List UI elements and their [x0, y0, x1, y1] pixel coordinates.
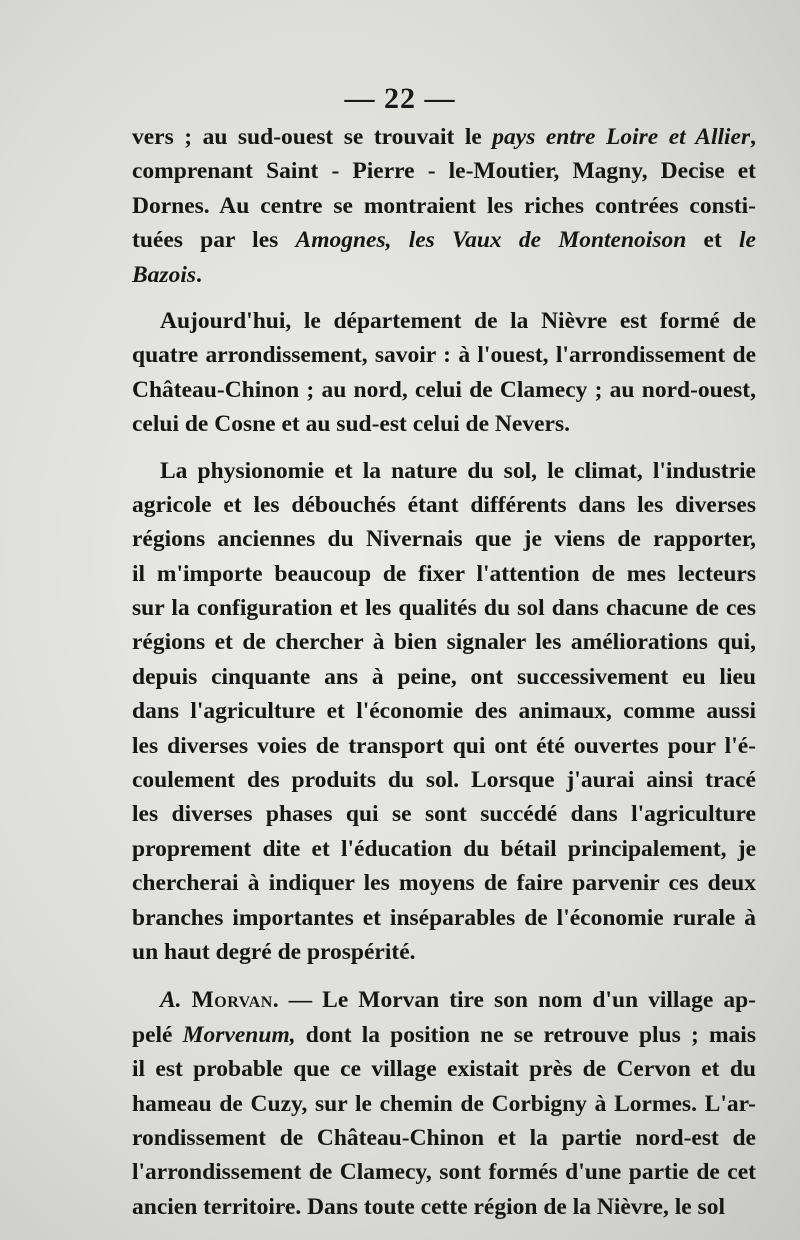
- italic-text: Morvenum,: [182, 1021, 296, 1048]
- small-caps-heading: Morvan: [191, 987, 273, 1014]
- text-line: [132, 935, 756, 969]
- text-line: [132, 763, 756, 797]
- text-run: il m'importe beaucoup de fixer l'attention de mes lecteurs: [132, 560, 756, 587]
- text-line: [132, 522, 756, 556]
- text-line: [132, 557, 756, 591]
- page-body: [132, 120, 756, 1224]
- text-run: dans l'agriculture et l'économie des animaux, comme aussi: [132, 698, 756, 725]
- text-line: [132, 694, 756, 728]
- italic-text: Bazois: [132, 261, 196, 288]
- text-line: [132, 258, 756, 292]
- text-run: régions et de chercher à bien signaler les améliorations qui,: [132, 629, 756, 656]
- text-run: agricole et les débouchés étant différents dans les diverses: [132, 491, 756, 518]
- text-run: régions anciennes du Nivernais que je viens de rapporter,: [132, 526, 756, 553]
- text-run: Dornes. Au centre se montraient les riches contrées consti-: [132, 192, 756, 219]
- text-run: . — Le Morvan tire son nom d'un village ap-: [272, 987, 756, 1014]
- text-line: [132, 1052, 756, 1086]
- text-line: [132, 1190, 756, 1224]
- text-run: Château-Chinon ; au nord, celui de Clamecy ; au nord-ouest,: [132, 376, 756, 403]
- paragraph: [132, 454, 756, 970]
- text-run: tuées par les: [132, 227, 296, 254]
- text-line: [132, 488, 756, 522]
- text-line: [132, 304, 756, 338]
- text-run: et: [686, 227, 740, 254]
- text-line: [132, 189, 756, 223]
- text-run: La physionomie et la nature du sol, le climat, l'industrie: [160, 457, 756, 484]
- text-run: [182, 987, 192, 1013]
- text-line: [132, 832, 756, 866]
- text-line: [132, 591, 756, 625]
- text-run: les diverses voies de transport qui ont été ouvertes pour l'é-: [132, 732, 756, 759]
- text-run: il est probable que ce village existait près de Cervon et du: [132, 1056, 756, 1083]
- text-line: [132, 797, 756, 831]
- text-run: branches importantes et inséparables de l'économie rurale à: [132, 904, 756, 931]
- text-run: quatre arrondissement, savoir : à l'ouest, l'arrondissement de: [132, 342, 756, 369]
- text-run: ,: [750, 124, 756, 150]
- text-run: pelé: [132, 1021, 183, 1048]
- text-run: les diverses phases qui se sont succédé dans l'agriculture: [132, 801, 756, 828]
- text-line: [132, 729, 756, 763]
- italic-text: le: [739, 227, 756, 254]
- text-line: [132, 154, 756, 188]
- text-line: [132, 454, 756, 488]
- page-number: — 22 —: [344, 82, 456, 115]
- text-line: [132, 1155, 756, 1189]
- text-line: [132, 660, 756, 694]
- text-line: [132, 373, 756, 407]
- text-run: Aujourd'hui, le département de la Nièvre est formé de: [160, 307, 756, 334]
- text-run: l'arrondissement de Clamecy, sont formés d'une partie de cet: [132, 1159, 756, 1186]
- text-line: [132, 1087, 756, 1121]
- text-run: celui de Cosne et au sud-est celui de Nevers.: [132, 411, 570, 438]
- text-line: [132, 338, 756, 372]
- text-run: vers ; au sud-ouest se trouvait le: [132, 124, 493, 150]
- italic-text: pays entre Loire et Allier: [492, 124, 751, 150]
- text-run: sur la configuration et les qualités du sol dans chacune de ces: [132, 595, 756, 622]
- text-run: comprenant Saint - Pierre - le-Moutier, Magny, Decise et: [132, 158, 756, 185]
- text-run: chercherai à indiquer les moyens de faire parvenir ces deux: [132, 870, 756, 897]
- text-run: rondissement de Château-Chinon et la partie nord-est de: [132, 1124, 756, 1151]
- text-line: [132, 120, 756, 154]
- text-run: coulement des produits du sol. Lorsque j'aurai ainsi tracé: [132, 767, 756, 794]
- text-run: un haut degré de prospérité.: [132, 938, 416, 965]
- text-run: .: [196, 261, 202, 288]
- text-run: proprement dite et l'éducation du bétail principalement, je: [132, 835, 756, 862]
- text-run: ancien territoire. Dans toute cette région de la Nièvre, le sol: [132, 1193, 725, 1220]
- text-line: [132, 223, 756, 257]
- text-line: [132, 625, 756, 659]
- text-line: [132, 983, 756, 1017]
- text-line: [132, 1121, 756, 1155]
- text-run: depuis cinquante ans à peine, ont successivement eu lieu: [132, 663, 756, 690]
- italic-text: A.: [160, 987, 182, 1014]
- italic-text: Amognes, les Vaux de Montenoison: [295, 227, 687, 254]
- text-run: dont la position ne se retrouve plus ; mais: [295, 1021, 756, 1048]
- text-line: [132, 407, 756, 441]
- text-line: [132, 1018, 756, 1052]
- paragraph: [132, 983, 756, 1224]
- text-line: [132, 866, 756, 900]
- text-run: hameau de Cuzy, sur le chemin de Corbigny à Lormes. L'ar-: [132, 1090, 756, 1117]
- paragraph: [132, 120, 756, 292]
- paragraph: [132, 304, 756, 442]
- text-line: [132, 901, 756, 935]
